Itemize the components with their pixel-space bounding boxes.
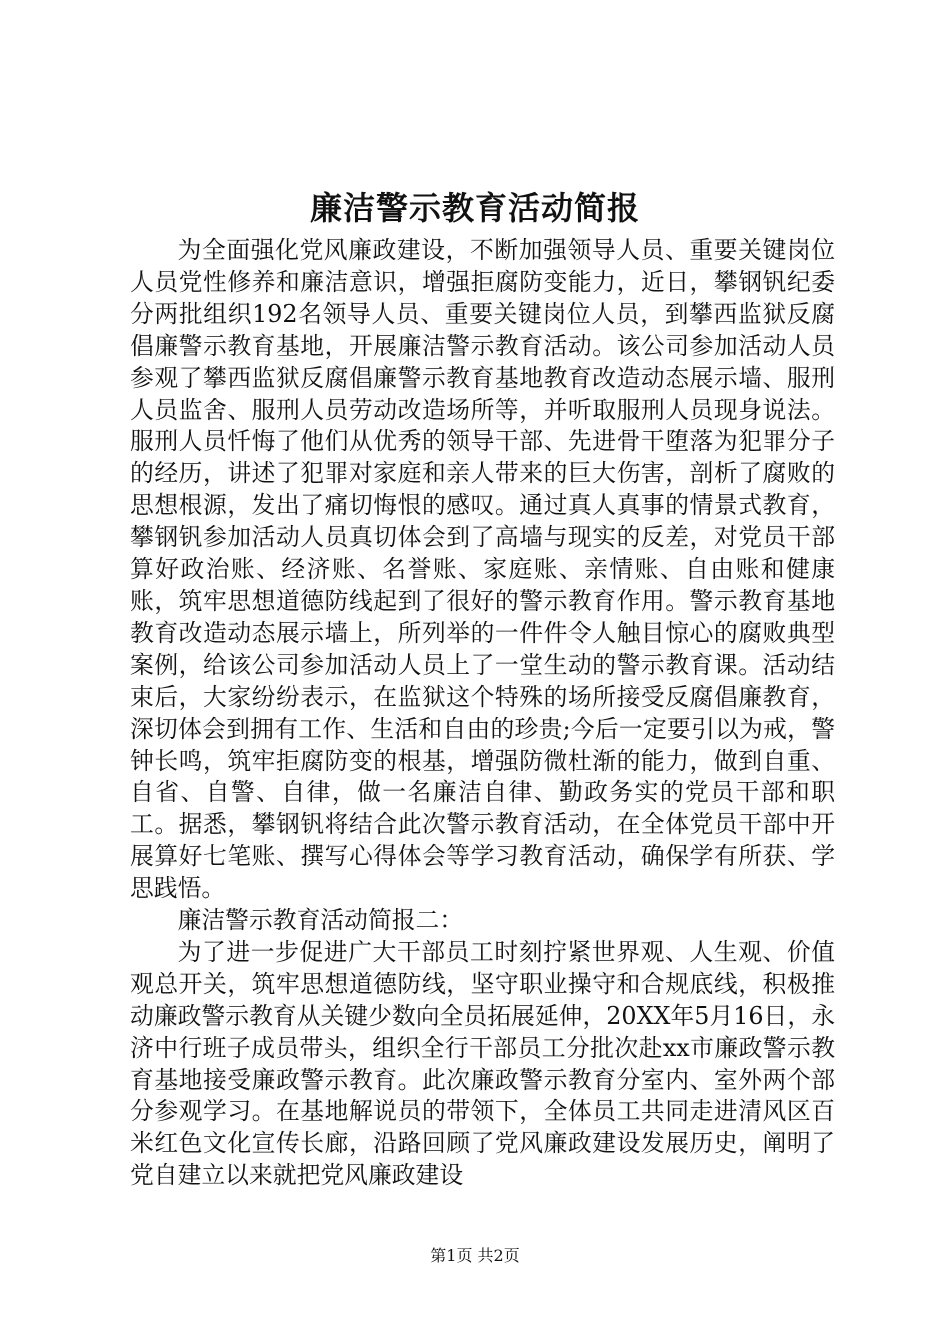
- document-title: 廉洁警示教育活动简报: [309, 189, 640, 227]
- document-body: [130, 235, 835, 1192]
- page-footer: 第1页 共2页: [430, 1246, 520, 1265]
- section-heading-2: 廉洁警示教育活动简报二：: [177, 906, 464, 935]
- paragraph-2: 为了进一步促进广大干部员工时刻拧紧世界观、人生观、价值观总开关，筑牢思想道德防线，坚守职业操守和合规底线，积极推动廉政警示教育从关键少数向全员拓展延伸，20XX年5月16日，永济中行班子成员带头，组织全行干部员工分批次赴xx市廉政警示教育基地接受廉政警示教育。此次廉政警示教育分室内、室外两个部分参观学习。在基地解说员的带领下，全体员工共同走进清风区百米红色文化宣传长廊，沿路回顾了党风廉政建设发展历史，阐明了党自建立以来就把党风廉政建设: [130, 937, 835, 1190]
- paragraph-1: 为全面强化党风廉政建设，不断加强领导人员、重要关键岗位人员党性修养和廉洁意识，增强拒腐防变能力，近日，攀钢钒纪委分两批组织192名领导人员、重要关键岗位人员，到攀西监狱反腐倡廉警示教育基地，开展廉洁警示教育活动。该公司参加活动人员参观了攀西监狱反腐倡廉警示教育基地教育改造动态展示墙、服刑人员监舍、服刑人员劳动改造场所等，并听取服刑人员现身说法。服刑人员忏悔了他们从优秀的领导干部、先进骨干堕落为犯罪分子的经历，讲述了犯罪对家庭和亲人带来的巨大伤害，剖析了腐败的思想根源，发出了痛切悔恨的感叹。通过真人真事的情景式教育，攀钢钒参加活动人员真切体会到了高墙与现实的反差，对党员干部算好政治账、经济账、名誉账、家庭账、亲情账、自由账和健康账，筑牢思想道德防线起到了很好的警示教育作用。警示教育基地教育改造动态展示墙上，所列举的一件件令人触目惊心的腐败典型案例，给该公司参加活动人员上了一堂生动的警示教育课。活动结束后，大家纷纷表示，在监狱这个特殊的场所接受反腐倡廉教育，深切体会到拥有工作、生活和自由的珍贵;今后一定要引以为戒，警钟长鸣，筑牢拒腐防变的根基，增强防微杜渐的能力，做到自重、自省、自警、自律，做一名廉洁自律、勤政务实的党员干部和职工。据悉，攀钢钒将结合此次警示教育活动，在全体党员干部中开展算好七笔账、撰写心得体会等学习教育活动，确保学有所获、学思践悟。: [130, 236, 835, 903]
